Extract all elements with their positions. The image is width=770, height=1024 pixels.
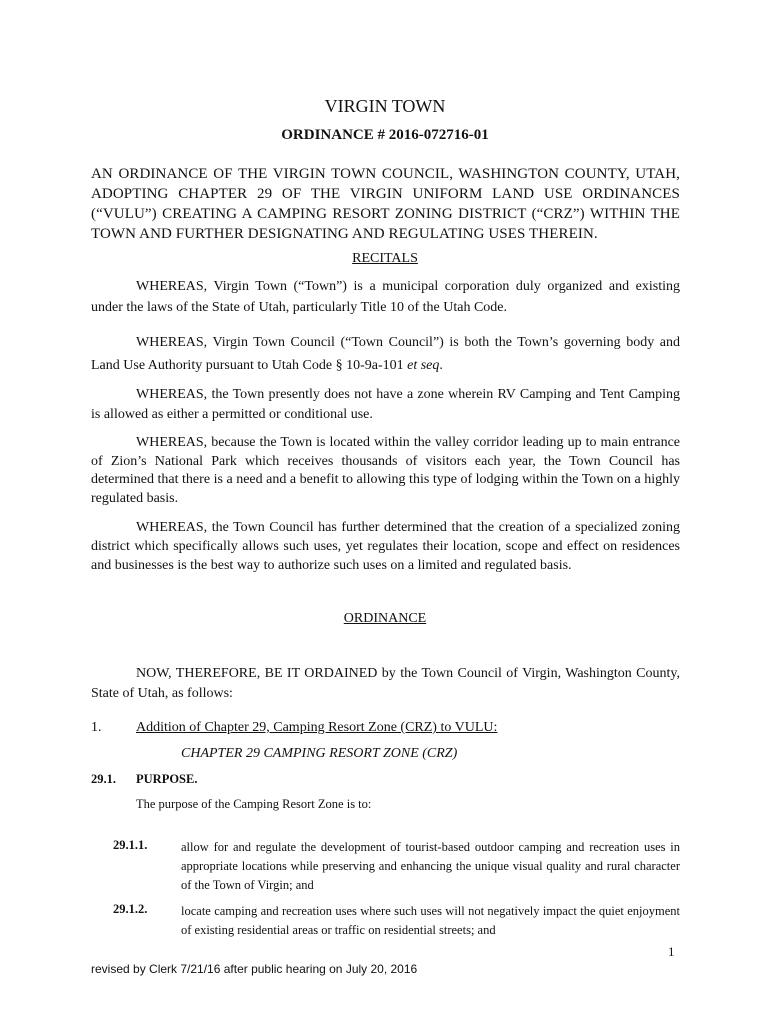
subsection-text: locate camping and recreation uses where such uses will not negatively impact the quiet enjoyment of existing residential areas or traffic on residential streets; and [181,904,680,937]
ordinance-number: ORDINANCE # 2016-072716-01 [281,127,489,143]
subsection-number: 29.1.2. [113,902,148,916]
page-number: 1 [668,944,675,959]
whereas-paragraph-5: WHEREAS, the Town Council has further determined that the creation of a specialized zoning district which specifically allows such uses, yet regulates their location, scope and effect on residences and businesses is the best way to authorize such uses on a limited and regulated basis. [91,520,680,573]
et-seq-text: et seq [407,358,440,373]
recitals-heading: RECITALS [352,251,418,266]
document-title: VIRGIN TOWN [324,96,446,116]
whereas-paragraph-2: WHEREAS, Virgin Town Council (“Town Council”) is both the Town’s governing body and Land Use Authority pursuant to Utah Code § 10-9a-101 et seq. [91,335,680,373]
chapter-title: CHAPTER 29 CAMPING RESORT ZONE (CRZ) [181,746,458,761]
section-title: PURPOSE. [136,772,198,786]
whereas-paragraph-3: WHEREAS, the Town presently does not have a zone wherein RV Camping and Tent Camping is allowed as either a permitted or conditional use. [91,387,680,422]
whereas-paragraph-1: WHEREAS, Virgin Town (“Town”) is a municipal corporation duly organized and existing under the laws of the State of Utah, particularly Title 10 of the Utah Code. [91,279,680,315]
ordinance-heading: AN ORDINANCE OF THE VIRGIN TOWN COUNCIL, WASHINGTON COUNTY, UTAH, ADOPTING CHAPTER 29 OF THE VIRGIN UNIFORM LAND USE ORDINANCES (“VULU”) CREATING A CAMPING RESORT ZONING DISTRICT (“CRZ”) WITHIN THE TOWN AND FURTHER DESIGNATING AND REGULATING USES THEREIN. [91,166,680,242]
item-number: 1. [91,720,102,735]
whereas-paragraph-4: WHEREAS, because the Town is located within the valley corridor leading up to main entrance of Zion’s National Park which receives thousands of visitors each year, the Town Council has determined that there is a need and a benefit to allowing this type of lodging within the Town on a highly regulated basis. [91,435,680,506]
purpose-intro: The purpose of the Camping Resort Zone is to: [136,797,372,811]
section-number: 29.1. [91,772,116,786]
now-therefore-paragraph: NOW, THEREFORE, BE IT ORDAINED by the Town Council of Virgin, Washington County, State of Utah, as follows: [91,666,680,701]
item-title: Addition of Chapter 29, Camping Resort Zone (CRZ) to VULU: [136,720,498,735]
revision-footer: revised by Clerk 7/21/16 after public hearing on July 20, 2016 [91,962,418,976]
subsection-number: 29.1.1. [113,838,148,852]
ordinance-heading-label: ORDINANCE [343,611,427,626]
subsection-text: allow for and regulate the development of tourist-based outdoor camping and recreation uses in appropriate locations while preserving and enhancing the unique visual quality and rural character of the Town of Virgin; and [181,840,680,892]
